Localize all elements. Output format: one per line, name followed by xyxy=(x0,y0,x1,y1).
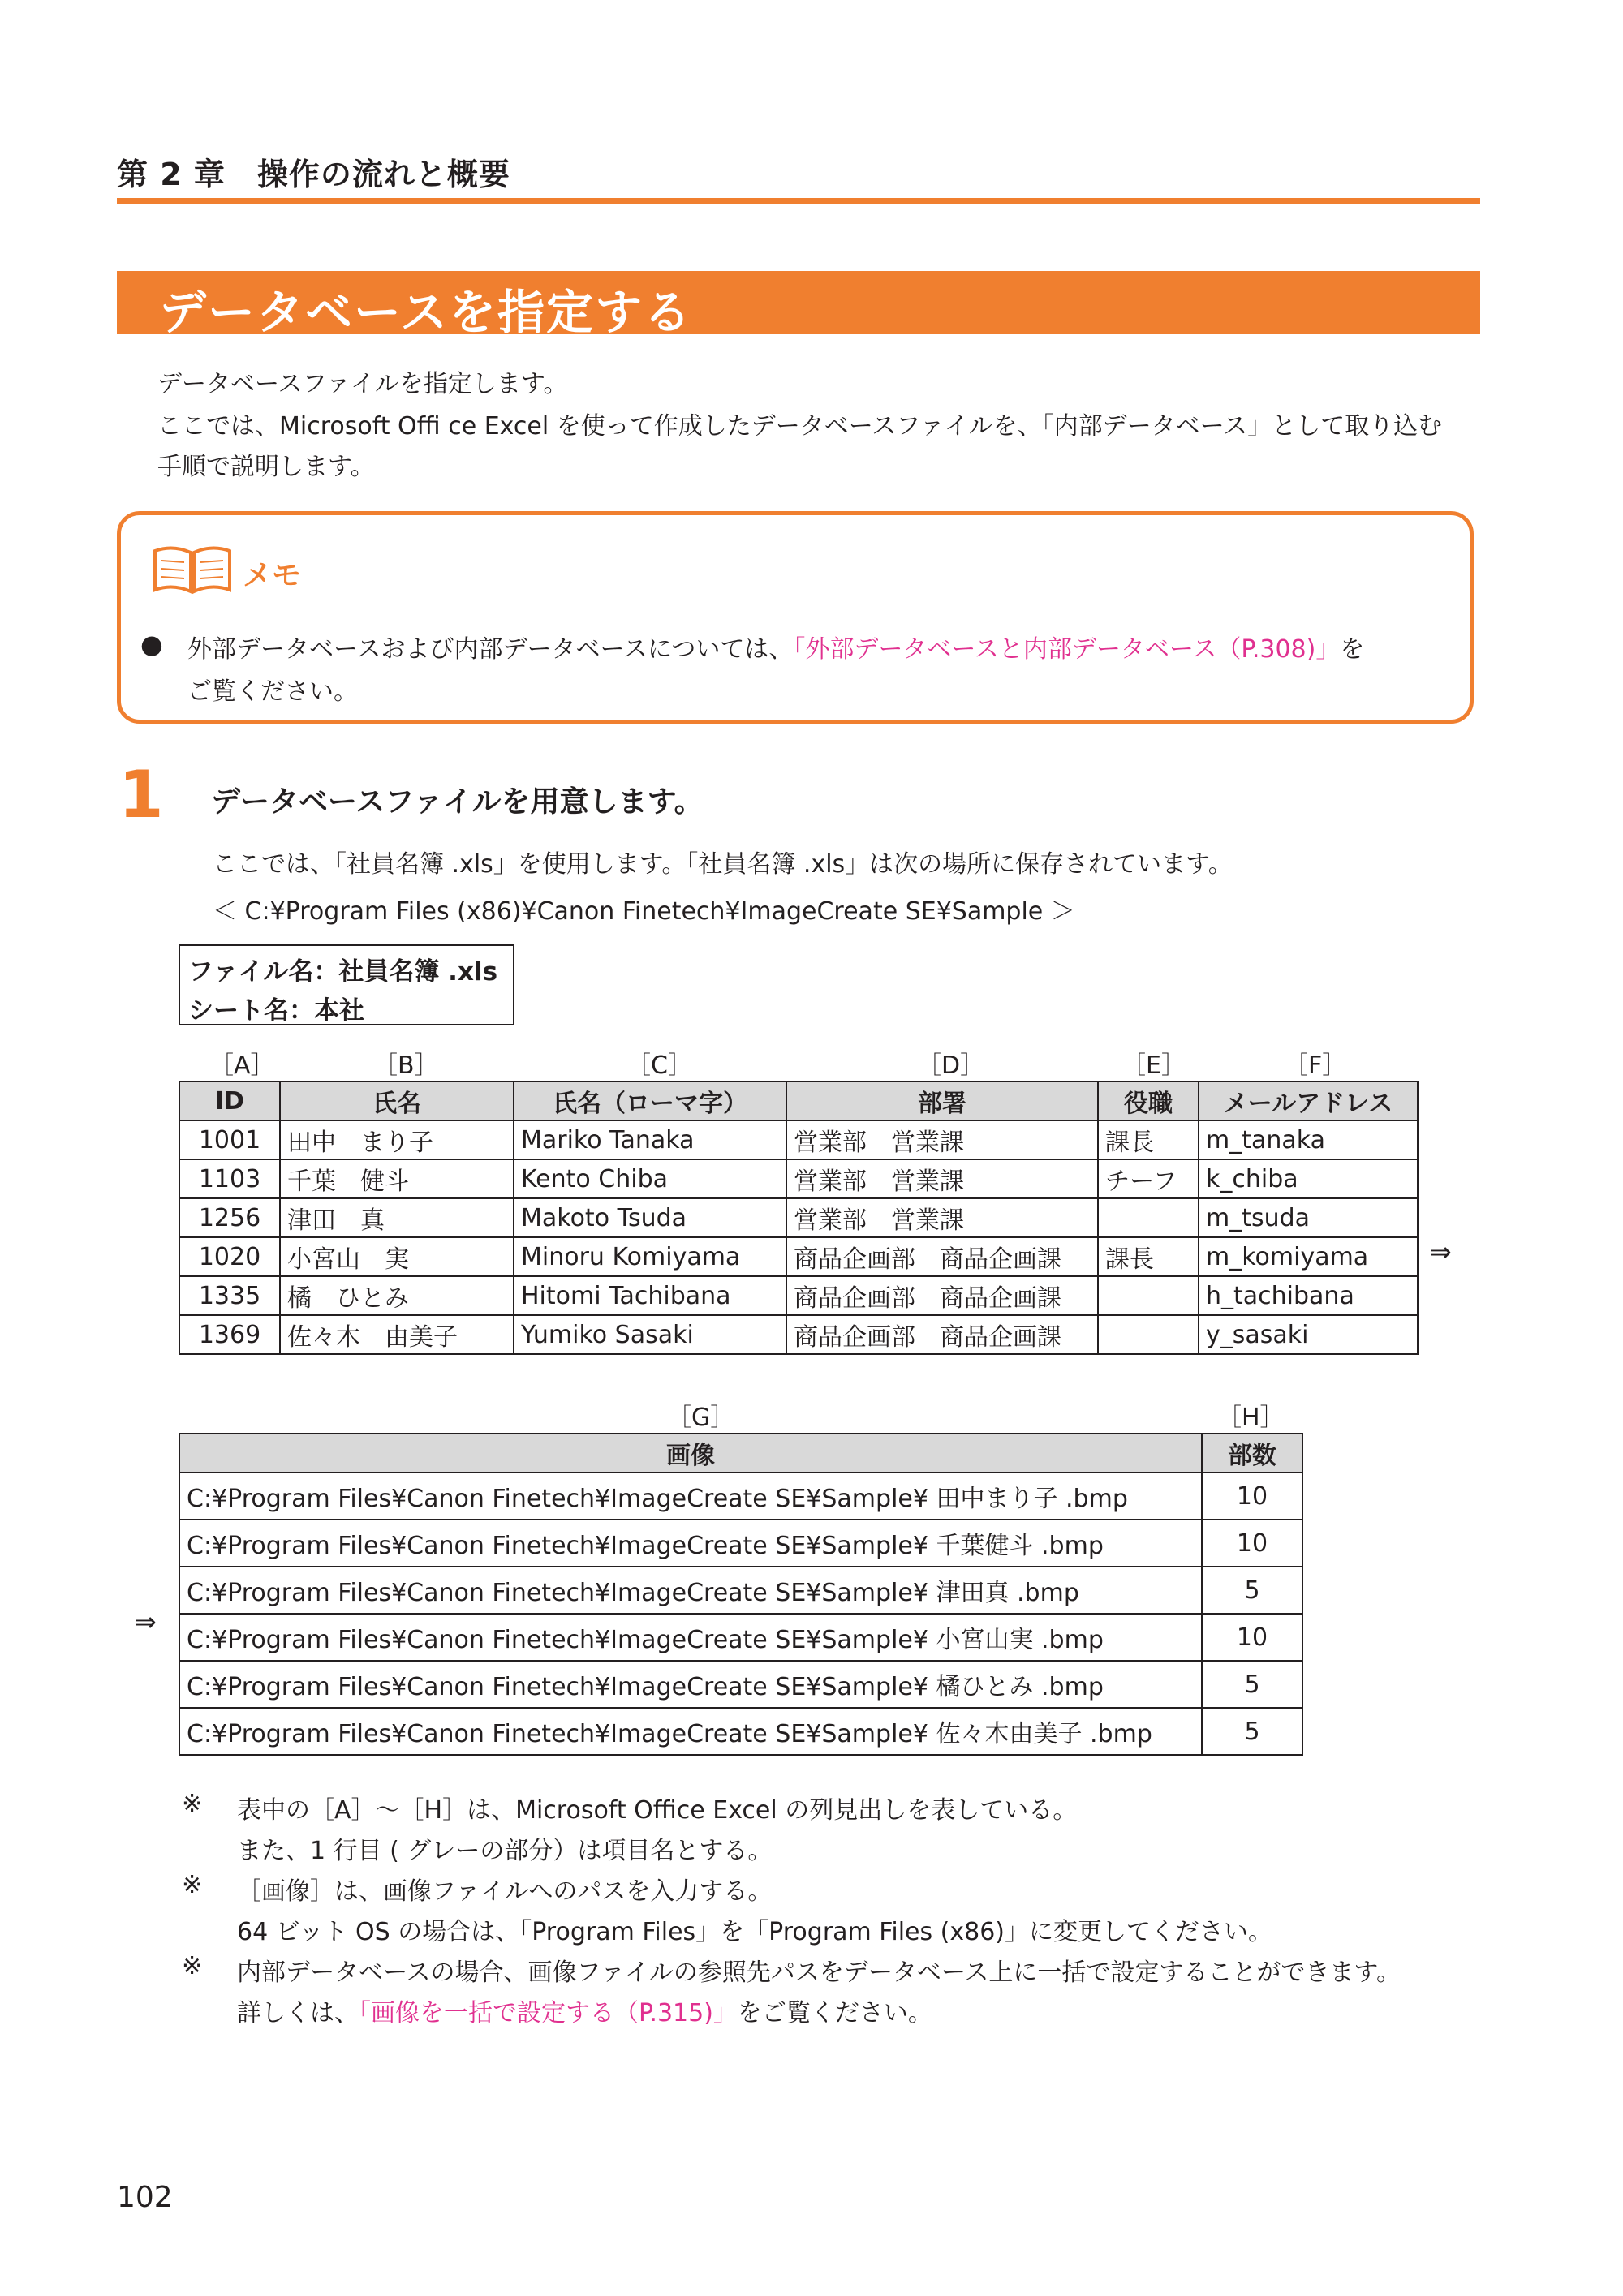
cell-copies: 10 xyxy=(1202,1614,1302,1661)
intro-line-3: 手順で説明します。 xyxy=(157,453,375,481)
note-mark-1: ※ xyxy=(182,1790,203,1818)
cell-id: 1103 xyxy=(179,1159,280,1198)
cell-id: 1020 xyxy=(179,1237,280,1276)
memo-text-before: 外部データベースおよび内部データベースについては、 xyxy=(187,635,794,664)
memo-text-line-1 xyxy=(187,629,1364,664)
col-letter-g: ［G］ xyxy=(667,1404,735,1432)
cell-image-path: C:¥Program Files¥Canon Finetech¥ImageCreate SE¥Sample¥ 佐々木由美子 .bmp xyxy=(179,1708,1202,1755)
cell-image-path: C:¥Program Files¥Canon Finetech¥ImageCreate SE¥Sample¥ 津田真 .bmp xyxy=(179,1567,1202,1614)
cell-position: 課長 xyxy=(1098,1120,1199,1159)
table-row xyxy=(179,1120,1418,1159)
cell-position: チーフ xyxy=(1098,1159,1199,1198)
header-name: 氏名 xyxy=(280,1081,514,1120)
continue-arrow-left: ⇒ xyxy=(135,1606,157,1637)
page-number: 102 xyxy=(117,2181,173,2214)
book-icon xyxy=(152,543,233,600)
cell-name: 千葉 健斗 xyxy=(280,1159,514,1198)
cell-copies: 5 xyxy=(1202,1567,1302,1614)
note-1-line-2: また、1 行目 ( グレーの部分）は項目名とする。 xyxy=(237,1837,773,1865)
header-copies: 部数 xyxy=(1202,1434,1302,1473)
cell-romaji: Yumiko Sasaki xyxy=(514,1315,786,1354)
header-name-romaji: 氏名（ローマ字） xyxy=(514,1081,786,1120)
memo-text-line-2: ご覧ください。 xyxy=(187,677,358,706)
file-info-box xyxy=(179,944,514,1025)
section-title-bar xyxy=(117,271,1480,340)
memo-bullet: ● xyxy=(140,629,163,660)
cell-department: 営業部 営業課 xyxy=(786,1120,1098,1159)
memo-label: メモ xyxy=(243,559,302,592)
table-row xyxy=(179,1567,1302,1614)
cell-email: y_sasaki xyxy=(1199,1315,1418,1354)
cell-image-path: C:¥Program Files¥Canon Finetech¥ImageCreate SE¥Sample¥ 田中まり子 .bmp xyxy=(179,1473,1202,1520)
memo-link-external-internal-db[interactable]: 「外部データベースと内部データベース（P.308)」 xyxy=(793,635,1341,664)
cell-romaji: Kento Chiba xyxy=(514,1159,786,1198)
chapter-title: 第 2 章 操作の流れと概要 xyxy=(117,157,510,192)
note-link-bulk-image[interactable]: 「画像を一括で設定する（P.315)」 xyxy=(359,1999,738,2027)
cell-position: 課長 xyxy=(1098,1237,1199,1276)
col-letter-f: ［F］ xyxy=(1284,1051,1347,1080)
cell-copies: 10 xyxy=(1202,1473,1302,1520)
cell-image-path: C:¥Program Files¥Canon Finetech¥ImageCreate SE¥Sample¥ 小宮山実 .bmp xyxy=(179,1614,1202,1661)
note-2-line-1: ［画像］は、画像ファイルへのパスを入力する。 xyxy=(237,1877,773,1906)
cell-department: 商品企画部 商品企画課 xyxy=(786,1315,1098,1354)
cell-copies: 10 xyxy=(1202,1520,1302,1567)
cell-name: 田中 まり子 xyxy=(280,1120,514,1159)
table-row xyxy=(179,1708,1302,1755)
note-3-text-before: 詳しくは、 xyxy=(237,1999,359,2027)
note-1-line-1: 表中の［A］～［H］は、Microsoft Office Excel の列見出しを表している。 xyxy=(237,1796,1078,1825)
table-row xyxy=(179,1315,1418,1354)
table-header-row xyxy=(179,1081,1418,1120)
cell-id: 1001 xyxy=(179,1120,280,1159)
memo-box xyxy=(117,511,1474,724)
cell-id: 1369 xyxy=(179,1315,280,1354)
continue-arrow-right: ⇒ xyxy=(1430,1236,1452,1267)
table-row xyxy=(179,1661,1302,1708)
cell-department: 営業部 営業課 xyxy=(786,1159,1098,1198)
header-position: 役職 xyxy=(1098,1081,1199,1120)
memo-text-after: を xyxy=(1340,635,1365,664)
note-3-line-2 xyxy=(237,1993,932,2028)
note-3-text-after: をご覧ください。 xyxy=(737,1999,932,2027)
table-row xyxy=(179,1473,1302,1520)
cell-name: 小宮山 実 xyxy=(280,1237,514,1276)
table-header-row xyxy=(179,1434,1302,1473)
cell-department: 営業部 営業課 xyxy=(786,1198,1098,1237)
cell-name: 津田 真 xyxy=(280,1198,514,1237)
note-2-line-2: 64 ビット OS の場合は、「Program Files」を「Program Files (x86)」に変更してください。 xyxy=(237,1918,1272,1946)
cell-image-path: C:¥Program Files¥Canon Finetech¥ImageCreate SE¥Sample¥ 千葉健斗 .bmp xyxy=(179,1520,1202,1567)
chapter-rule xyxy=(117,198,1480,204)
col-letter-b: ［B］ xyxy=(373,1051,439,1080)
table-row xyxy=(179,1237,1418,1276)
cell-email: h_tachibana xyxy=(1199,1276,1418,1315)
cell-id: 1256 xyxy=(179,1198,280,1237)
cell-position xyxy=(1098,1276,1199,1315)
cell-department: 商品企画部 商品企画課 xyxy=(786,1237,1098,1276)
col-letter-a: ［A］ xyxy=(209,1051,275,1080)
cell-copies: 5 xyxy=(1202,1661,1302,1708)
step-title: データベースファイルを用意します。 xyxy=(211,785,704,819)
cell-email: m_tanaka xyxy=(1199,1120,1418,1159)
cell-romaji: Hitomi Tachibana xyxy=(514,1276,786,1315)
header-email: メールアドレス xyxy=(1199,1081,1418,1120)
cell-email: m_tsuda xyxy=(1199,1198,1418,1237)
cell-copies: 5 xyxy=(1202,1708,1302,1755)
cell-id: 1335 xyxy=(179,1276,280,1315)
cell-position xyxy=(1098,1198,1199,1237)
cell-image-path: C:¥Program Files¥Canon Finetech¥ImageCreate SE¥Sample¥ 橘ひとみ .bmp xyxy=(179,1661,1202,1708)
cell-department: 商品企画部 商品企画課 xyxy=(786,1276,1098,1315)
header-id: ID xyxy=(179,1081,280,1120)
table-row xyxy=(179,1276,1418,1315)
table-row xyxy=(179,1159,1418,1198)
col-letter-d: ［D］ xyxy=(917,1051,985,1080)
step-number: 1 xyxy=(118,757,164,832)
col-letter-c: ［C］ xyxy=(626,1051,692,1080)
cell-email: k_chiba xyxy=(1199,1159,1418,1198)
image-table xyxy=(179,1433,1303,1756)
cell-email: m_komiyama xyxy=(1199,1237,1418,1276)
step-line-2: ＜ C:¥Program Files (x86)¥Canon Finetech¥ImageCreate SE¥Sample ＞ xyxy=(213,897,1075,926)
note-3-line-1: 内部データベースの場合、画像ファイルの参照先パスをデータベース上に一括で設定することができます。 xyxy=(237,1958,1401,1987)
section-title: データベースを指定する xyxy=(159,285,693,340)
cell-romaji: Mariko Tanaka xyxy=(514,1120,786,1159)
col-letter-h: ［H］ xyxy=(1217,1404,1285,1432)
cell-romaji: Minoru Komiyama xyxy=(514,1237,786,1276)
employee-table xyxy=(179,1081,1419,1355)
header-image: 画像 xyxy=(179,1434,1202,1473)
cell-position xyxy=(1098,1315,1199,1354)
sheet-name: シート名：本社 xyxy=(188,996,364,1025)
cell-romaji: Makoto Tsuda xyxy=(514,1198,786,1237)
col-letter-e: ［E］ xyxy=(1121,1051,1186,1080)
note-mark-3: ※ xyxy=(182,1952,203,1980)
header-department: 部署 xyxy=(786,1081,1098,1120)
table-row xyxy=(179,1520,1302,1567)
note-mark-2: ※ xyxy=(182,1871,203,1899)
step-line-1: ここでは、「社員名簿 .xls」を使用します。「社員名簿 .xls」は次の場所に保存されています。 xyxy=(213,850,1233,879)
intro-line-1: データベースファイルを指定します。 xyxy=(157,370,568,398)
table-row xyxy=(179,1198,1418,1237)
cell-name: 橘 ひとみ xyxy=(280,1276,514,1315)
intro-line-2: ここでは、Microsoft Offi ce Excel を使って作成したデータベースファイルを、「内部データベース」として取り込む xyxy=(157,412,1443,441)
table-row xyxy=(179,1614,1302,1661)
cell-name: 佐々木 由美子 xyxy=(280,1315,514,1354)
file-name: ファイル名：社員名簿 .xls xyxy=(188,957,498,987)
